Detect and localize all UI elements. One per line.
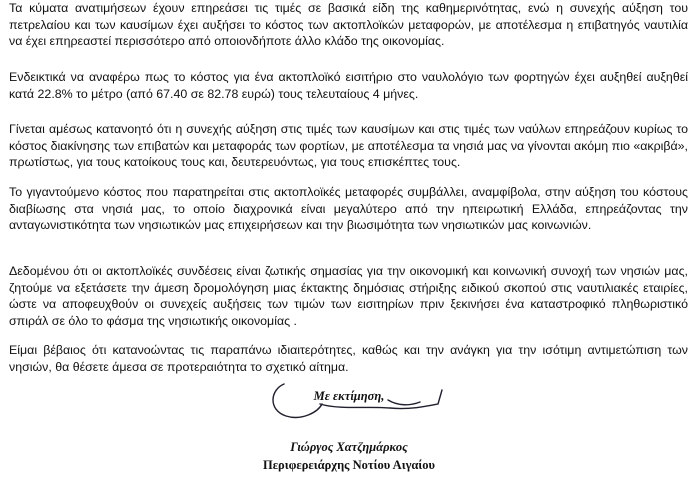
paragraph-island-costs: Γίνεται αμέσως κατανοητό ότι η συνεχής αύξηση στις τιμές των καυσίμων και στις τιμές των ναύλων επηρεάζουν κυρίως το κόστος διακίνησης των επιβατών και μεταφοράς των φορτίων, με αποτέλεσμα τα νησιά μας να γίνονται ακόμη πιο «ακριβά», πρωτίστως, για τους κατοίκους τους και, δευτερευόντως, για τους επισκέπτες τους. bbox=[9, 122, 688, 170]
handwritten-signature bbox=[260, 376, 460, 426]
signatory-name: Γιώργος Χατζημάρκος bbox=[290, 440, 408, 454]
closing-salutation: Με εκτίμηση, bbox=[313, 389, 385, 403]
signatory-title: Περιφερειάρχης Νοτίου Αιγαίου bbox=[262, 458, 436, 472]
paragraph-support-request: Δεδομένου ότι οι ακτοπλοϊκές συνδέσεις είναι ζωτικής σημασίας για την οικονομική και κοινωνική συνοχή των νησιών μας, ζητούμε να εξετάσετε την άμεση δρομολόγηση μιας έκτακτης δημόσιας στήριξης ειδικού σκοπού στις ναυτιλιακές εταιρίες, ώστε να αποφευχθούν οι συνεχείς αυξήσεις των τιμών των εισιτηρίων πριν ξεκινήσει ένα καταστροφικό πληθωριστικό σπιράλ σε όλο το φάσμα της νησιωτικής οικονομίας . bbox=[9, 264, 688, 328]
paragraph-conclusion: Είμαι βέβαιος ότι κατανοώντας τις παραπάνω ιδιαιτερότητες, καθώς και την ανάγκη για την ισότιμη αντιμετώπιση των νησιών, θα θέσετε άμεσα σε προτεραιότητα το σχετικό αίτημα. bbox=[9, 343, 688, 374]
paragraph-ticket-cost-example: Ενδεικτικά να αναφέρω πως το κόστος για ένα ακτοπλοϊκό εισιτήριο στο ναυλολόγιο των φορτηγών έχει αυξηθεί αυξηθεί κατά 22.8% το μέτρο (από 67.40 σε 82.78 ευρώ) τους τελευταίους 4 μήνες. bbox=[9, 70, 688, 101]
paragraph-fuel-price-increases: Τα κύματα ανατιμήσεων έχουν επηρεάσει τις τιμές σε βασικά είδη της καθημερινότητας, ενώ η συνεχής αύξηση του πετρελαίου και των καυσίμων έχει αυξήσει το κόστος των ακτοπλοϊκών μεταφορών, με αποτέλεσμα η επιβατηγός ναυτιλία να έχει επηρεαστεί περισσότερο από οποιονδήποτε άλλο κλάδο της οικονομίας. bbox=[9, 1, 688, 49]
paragraph-living-cost: Το γιγαντούμενο κόστος που παρατηρείται στις ακτοπλοϊκές μεταφορές συμβάλλει, αναμφίβολα, στην αύξηση του κόστους διαβίωσης στα νησιά μας, το οποίο διαχρονικά είναι μεγαλύτερο από την ηπειρωτική Ελλάδα, επηρεάζοντας την ανταγωνιστικότητα των νησιωτικών μας επιχειρήσεων και την βιωσιμότητα των νησιωτικών μας κοινωνιών. bbox=[9, 185, 688, 233]
